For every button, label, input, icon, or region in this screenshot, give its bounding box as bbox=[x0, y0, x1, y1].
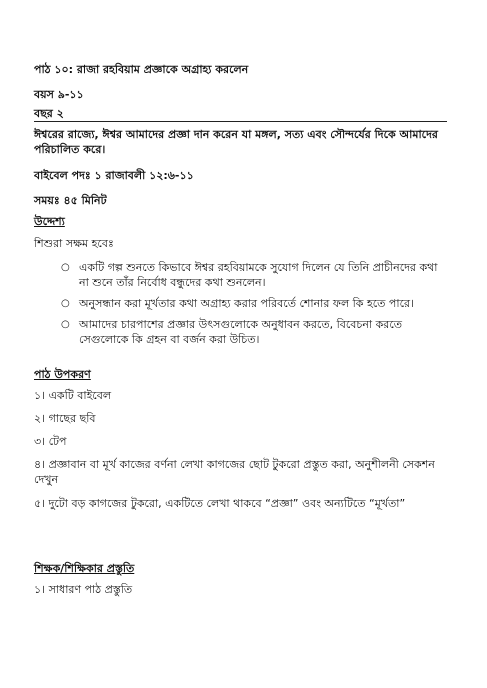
list-item bbox=[34, 296, 447, 311]
objective-text: আমাদের চারপাশের প্রজ্ঞার উৎসগুলোকে অনুধাবন করতে, বিবেচনা করতে সেগুলোকে কি গ্রহন বা বর্জন করা উচিত। bbox=[79, 318, 403, 346]
lesson-theme: ঈশ্বরের রাজ্যে, ঈশ্বর আমাদের প্রজ্ঞা দান করেন যা মঙ্গল, সত্য এবং সৌন্দর্যের দিকে আমাদের পরিচালিত করে। bbox=[34, 128, 438, 156]
lesson-time: সময়ঃ ৪৫ মিনিট bbox=[34, 194, 107, 207]
material-item: ৫। দুটো বড় কাগজের টুকরো, একটিতে লেখা থাকবে “প্রজ্ঞা” ওবং অন্যটিতে “মূর্খতা” bbox=[34, 497, 406, 510]
material-item: ২। গাছের ছবি bbox=[34, 412, 96, 425]
objective-text: একটি গল্প শুনতে কিভাবে ঈশ্বর রহবিয়ামকে সুযোগ দিলেন যে তিনি প্রাচীনদের কথা না শুনে তাঁর নির্বোধ বন্ধুদের কথা শুনলেন। bbox=[79, 261, 438, 289]
circle-bullet-icon: ○ bbox=[61, 298, 70, 309]
preparation-heading: শিক্ষক/শিক্ষিকার প্রস্তুতি bbox=[34, 562, 135, 575]
section-divider bbox=[34, 121, 447, 122]
bible-passage: বাইবেল পদঃ ১ রাজাবলী ১২:৬-১১ bbox=[34, 169, 194, 182]
material-item: ৩। টেপ bbox=[34, 435, 67, 448]
objectives-list bbox=[34, 260, 447, 353]
list-item bbox=[34, 317, 447, 347]
objectives-heading: উদ্দেশ্য bbox=[34, 215, 65, 228]
age-range: বয়স ৯-১১ bbox=[34, 88, 84, 101]
list-item bbox=[34, 260, 447, 290]
objectives-intro: শিশুরা সক্ষম হবেঃ bbox=[34, 237, 114, 250]
circle-bullet-icon: ○ bbox=[61, 262, 70, 273]
preparation-item: ১। সাধারণ পাঠ প্রস্তুতি bbox=[34, 583, 133, 596]
material-item: ৪। প্রজ্ঞাবান বা মূর্খ কাজের বর্ণনা লেখা কাগজের ছোট টুকরো প্রস্তুত করা, অনুশীলনী সেকশন দেখুন bbox=[34, 458, 435, 486]
circle-bullet-icon: ○ bbox=[61, 319, 70, 330]
objective-text: অনুসন্ধান করা মূর্খতার কথা অগ্রাহ্য করার পরিবর্তে শোনার ফল কি হতে পারে। bbox=[79, 297, 414, 310]
lesson-title: পাঠ ১০: রাজা রহবিয়াম প্রজ্ঞাকে অগ্রাহ্য করলেন bbox=[34, 63, 249, 76]
materials-heading: পাঠ উপকরণ bbox=[34, 368, 91, 381]
year-label: বছর ২ bbox=[34, 107, 64, 120]
material-item: ১। একটি বাইবেল bbox=[34, 389, 112, 402]
